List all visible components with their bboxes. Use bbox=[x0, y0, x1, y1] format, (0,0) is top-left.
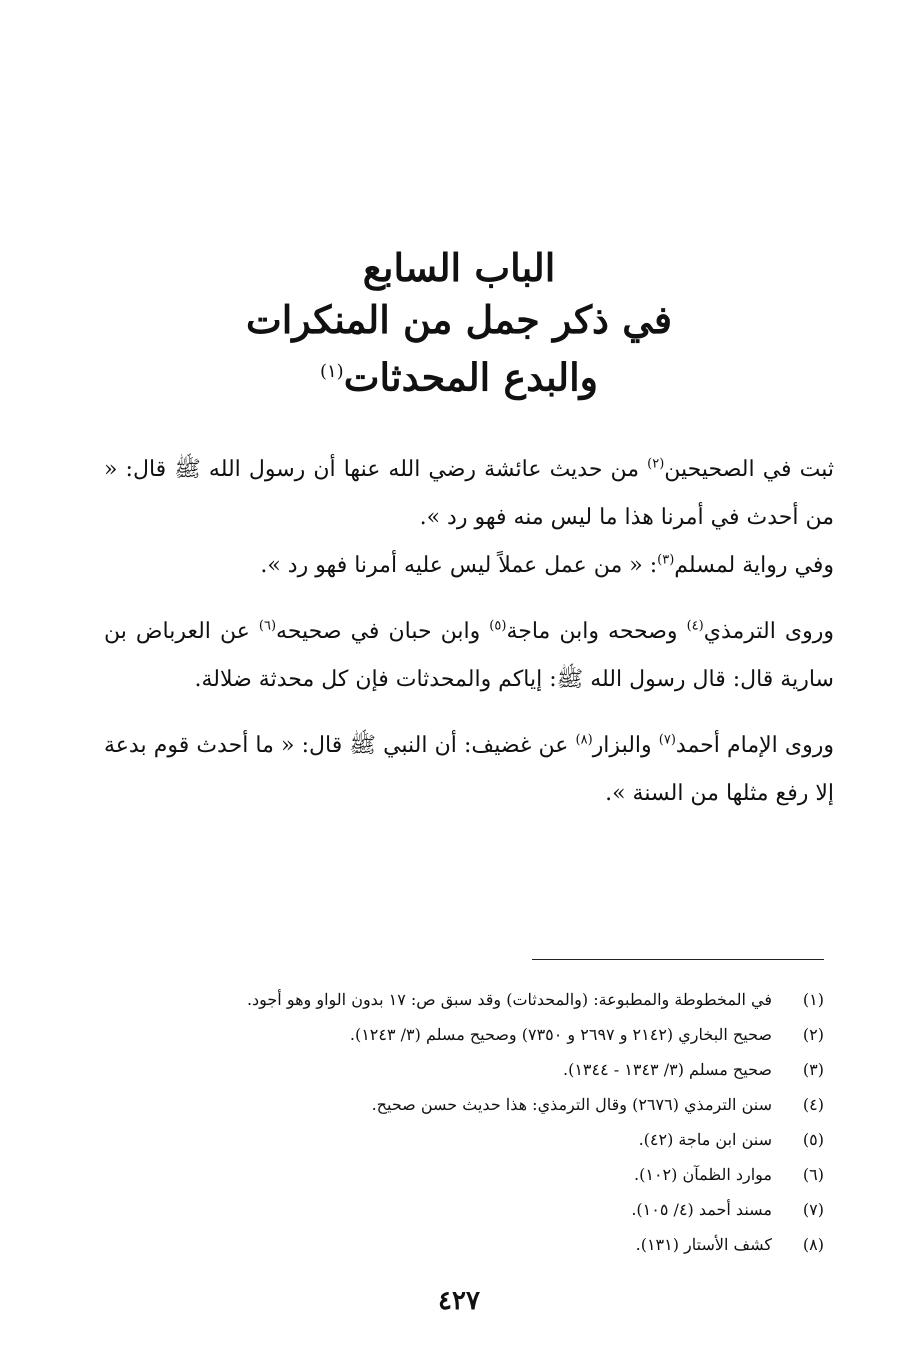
footnote-text: في المخطوطة والمطبوعة: (والمحدثات) وقد سبق ص: ١٧ بدون الواو وهو أجود. bbox=[246, 990, 772, 1009]
footnote-item bbox=[124, 1087, 824, 1122]
footnote-number: (٧) bbox=[802, 1200, 824, 1219]
footnote-number: (٥) bbox=[802, 1130, 824, 1149]
footnote-text: صحيح مسلم (٣/ ١٣٤٣ - ١٣٤٤). bbox=[562, 1060, 772, 1079]
footnote-number: (١) bbox=[802, 990, 824, 1009]
footnote-item bbox=[124, 1017, 824, 1052]
footnote-text: كشف الأستار (١٣١). bbox=[635, 1235, 772, 1254]
paragraph bbox=[104, 608, 834, 704]
footnote-ref[interactable]: (٤) bbox=[686, 618, 704, 634]
paragraph-text: عن غضيف: أن النبي ﷺ قال: « ما أحدث قوم بدعة إلا رفع مثلها من السنة ». bbox=[104, 733, 834, 806]
chapter-title-line-2: في ذكر جمل من المنكرات bbox=[245, 297, 673, 342]
footnote-ref[interactable]: (٥) bbox=[489, 618, 507, 634]
footnote-text: صحيح البخاري (٢١٤٢ و ٢٦٩٧ و ٧٣٥٠) وصحيح مسلم (٣/ ١٢٤٣). bbox=[349, 1025, 772, 1044]
paragraph-text: وروى الترمذي bbox=[703, 619, 835, 644]
footnote-text: مسند أحمد (٤/ ١٠٥). bbox=[631, 1200, 772, 1219]
footnote-ref[interactable]: (٨) bbox=[575, 732, 593, 748]
chapter-title-line-1: الباب السابع bbox=[362, 245, 556, 290]
footnote-divider bbox=[532, 959, 824, 960]
footnote-ref[interactable]: (٧) bbox=[658, 732, 676, 748]
footnote-number: (٣) bbox=[802, 1060, 824, 1079]
paragraph bbox=[104, 722, 834, 818]
paragraph-text: ثبت في الصحيحين bbox=[664, 457, 835, 482]
footnote-item bbox=[124, 1227, 824, 1262]
footnote-number: (٢) bbox=[802, 1025, 824, 1044]
chapter-title-footnote-ref[interactable]: (١) bbox=[319, 361, 344, 382]
footnote-item bbox=[124, 1122, 824, 1157]
footnote-item bbox=[124, 1157, 824, 1192]
footnote-item bbox=[124, 1052, 824, 1087]
footnote-ref[interactable]: (٢) bbox=[647, 456, 665, 472]
paragraph bbox=[104, 542, 834, 590]
footnote-text: موارد الظمآن (١٠٢). bbox=[634, 1165, 772, 1184]
chapter-title-line-3-text: والبدع المحدثات bbox=[343, 354, 599, 400]
page-number: ٤٢٧ bbox=[438, 1286, 480, 1316]
paragraph-text: وابن حبان في صحيحه bbox=[276, 619, 490, 644]
footnote-text: سنن ابن ماجة (٤٢). bbox=[638, 1130, 772, 1149]
paragraph-text: والبزار bbox=[592, 733, 659, 758]
paragraph-text: : « من عمل عملاً ليس عليه أمرنا فهو رد ». bbox=[260, 553, 658, 578]
footnote-number: (٦) bbox=[802, 1165, 824, 1184]
footnote-number: (٤) bbox=[802, 1095, 824, 1114]
chapter-title bbox=[0, 242, 918, 404]
footnote-item bbox=[124, 1192, 824, 1227]
footnote-item bbox=[124, 982, 824, 1017]
footnote-ref[interactable]: (٣) bbox=[657, 552, 675, 568]
footnote-number: (٨) bbox=[802, 1235, 824, 1254]
paragraph-text: وصححه وابن ماجة bbox=[506, 619, 687, 644]
paragraph-text: وفي رواية لمسلم bbox=[674, 553, 834, 578]
paragraph-text: وروى الإمام أحمد bbox=[675, 733, 834, 758]
paragraph bbox=[104, 446, 834, 542]
paragraph-text: عن العرباض بن سارية قال: قال رسول الله ﷺ: إياكم والمحدثات فإن كل محدثة ضلالة. bbox=[104, 619, 834, 692]
body-text bbox=[104, 446, 834, 818]
chapter-title-line-3 bbox=[0, 346, 918, 404]
footnotes bbox=[124, 982, 824, 1262]
paragraph-text: من حديث عائشة رضي الله عنها أن رسول الله ﷺ قال: « من أحدث في أمرنا هذا ما ليس منه فهو رد ». bbox=[104, 457, 834, 530]
footnote-ref[interactable]: (٦) bbox=[258, 618, 277, 634]
footnote-text: سنن الترمذي (٢٦٧٦) وقال الترمذي: هذا حديث حسن صحيح. bbox=[371, 1095, 772, 1114]
